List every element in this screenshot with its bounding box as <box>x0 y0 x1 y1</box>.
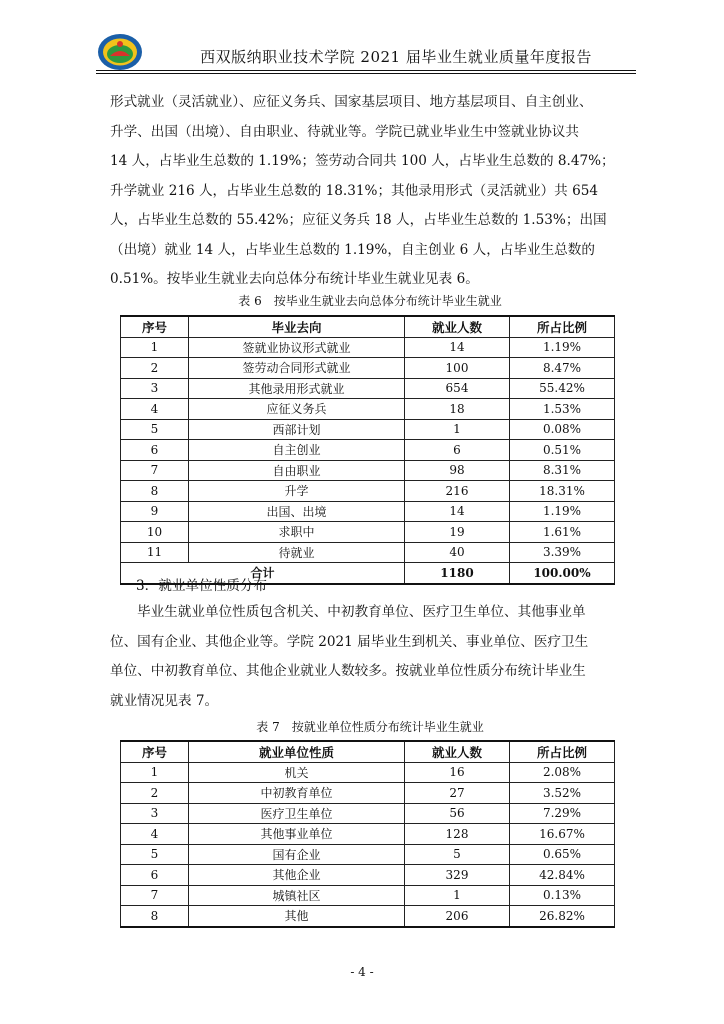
table-cell: 8.31% <box>510 460 615 481</box>
table-cell: 42.84% <box>510 865 615 886</box>
table-cell: 1.19% <box>510 501 615 522</box>
table-cell: 7 <box>121 885 189 906</box>
page-header <box>96 28 636 74</box>
total-label: 合计 <box>121 563 405 584</box>
table-cell: 98 <box>405 460 510 481</box>
table-cell: 27 <box>405 783 510 804</box>
table-cell: 1.19% <box>510 337 615 358</box>
paragraph-line: 0.51%。按毕业生就业去向总体分布统计毕业生就业见表 6。 <box>110 271 479 287</box>
column-header: 序号 <box>121 741 189 762</box>
table-row <box>121 440 615 461</box>
paragraph-employment-forms <box>110 88 630 295</box>
table-cell: 18 <box>405 399 510 420</box>
paragraph-line: 形式就业（灵活就业）、应征义务兵、国家基层项目、地方基层项目、自主创业、 <box>110 94 593 110</box>
table-cell: 4 <box>121 399 189 420</box>
table-cell: 1 <box>405 419 510 440</box>
table-cell: 11 <box>121 542 189 563</box>
table-row <box>121 358 615 379</box>
table-cell: 求职中 <box>189 522 405 543</box>
table-cell: 升学 <box>189 481 405 502</box>
table-row <box>121 337 615 358</box>
paragraph-unit-nature <box>110 598 630 716</box>
table-cell: 18.31% <box>510 481 615 502</box>
paragraph-line: 单位、中初教育单位、其他企业就业人数较多。按就业单位性质分布统计毕业生 <box>110 663 586 679</box>
table-cell: 其他录用形式就业 <box>189 378 405 399</box>
table-cell: 6 <box>121 440 189 461</box>
table-cell: 3.39% <box>510 542 615 563</box>
table-cell: 26.82% <box>510 906 615 927</box>
table-cell: 1.53% <box>510 399 615 420</box>
table6-caption: 表 6 按毕业生就业去向总体分布统计毕业生就业 <box>238 294 502 308</box>
table-row <box>121 885 615 906</box>
table-cell: 128 <box>405 824 510 845</box>
table-cell: 8.47% <box>510 358 615 379</box>
section-heading: 3．就业单位性质分布 <box>136 578 267 594</box>
table-cell: 签劳动合同形式就业 <box>189 358 405 379</box>
column-header: 就业人数 <box>405 741 510 762</box>
table-row <box>121 481 615 502</box>
table-cell: 3 <box>121 803 189 824</box>
table-cell: 16 <box>405 762 510 783</box>
table-cell: 1 <box>405 885 510 906</box>
table-cell: 应征义务兵 <box>189 399 405 420</box>
table-header-row <box>121 316 615 337</box>
table-cell: 14 <box>405 337 510 358</box>
paragraph-line: 升学就业 216 人，占毕业生总数的 18.31%；其他录用形式（灵活就业）共 654 <box>110 182 599 199</box>
table-cell: 7.29% <box>510 803 615 824</box>
table-cell: 城镇社区 <box>189 885 405 906</box>
paragraph-line: 位、国有企业、其他企业等。学院 2021 届毕业生到机关、事业单位、医疗卫生 <box>110 633 589 650</box>
total-count: 1180 <box>405 563 510 584</box>
paragraph-line: 就业情况见表 7。 <box>110 692 219 709</box>
table-cell: 自由职业 <box>189 460 405 481</box>
column-header: 所占比例 <box>510 316 615 337</box>
table-header-row <box>121 741 615 762</box>
table-row <box>121 522 615 543</box>
table-cell: 国有企业 <box>189 844 405 865</box>
paragraph-line: 人，占毕业生总数的 55.42%；应征义务兵 18 人，占毕业生总数的 1.53%；出国 <box>110 212 607 228</box>
table-cell: 医疗卫生单位 <box>189 803 405 824</box>
table-cell: 329 <box>405 865 510 886</box>
table-cell: 5 <box>121 844 189 865</box>
header-title: 西双版纳职业技术学院 2021 届毕业生就业质量年度报告 <box>200 48 592 66</box>
table-cell: 216 <box>405 481 510 502</box>
table-row <box>121 460 615 481</box>
table-cell: 56 <box>405 803 510 824</box>
table-cell: 0.65% <box>510 844 615 865</box>
paragraph-line: 升学、出国（出境）、自由职业、待就业等。学院已就业毕业生中签就业协议共 <box>110 123 579 140</box>
table-row <box>121 865 615 886</box>
column-header: 序号 <box>121 316 189 337</box>
table-cell: 1 <box>121 337 189 358</box>
table-cell: 2.08% <box>510 762 615 783</box>
table-cell: 10 <box>121 522 189 543</box>
table-row <box>121 399 615 420</box>
table-cell: 出国、出境 <box>189 501 405 522</box>
table-cell: 5 <box>121 419 189 440</box>
header-rule <box>96 70 636 71</box>
table-cell: 其他企业 <box>189 865 405 886</box>
table-row <box>121 803 615 824</box>
table-cell: 5 <box>405 844 510 865</box>
table-cell: 100 <box>405 358 510 379</box>
table7-caption: 表 7 按就业单位性质分布统计毕业生就业 <box>256 720 484 734</box>
paragraph-line: 14 人，占毕业生总数的 1.19%；签劳动合同共 100 人，占毕业生总数的 8.47%； <box>110 153 615 169</box>
paragraph-line: （出境）就业 14 人，占毕业生总数的 1.19%，自主创业 6 人，占毕业生总数的 <box>110 241 595 258</box>
table-cell: 654 <box>405 378 510 399</box>
paragraph-line: 毕业生就业单位性质包含机关、中初教育单位、医疗卫生单位、其他事业单 <box>137 604 586 620</box>
table-cell: 西部计划 <box>189 419 405 440</box>
table-cell: 签就业协议形式就业 <box>189 337 405 358</box>
table-row <box>121 906 615 927</box>
table-cell: 自主创业 <box>189 440 405 461</box>
table-cell: 9 <box>121 501 189 522</box>
table-row <box>121 419 615 440</box>
table-row <box>121 824 615 845</box>
table-cell: 0.13% <box>510 885 615 906</box>
table-cell: 中初教育单位 <box>189 783 405 804</box>
table-cell: 其他事业单位 <box>189 824 405 845</box>
table6 <box>120 315 615 585</box>
column-header: 就业单位性质 <box>189 741 405 762</box>
table-cell: 7 <box>121 460 189 481</box>
table-cell: 16.67% <box>510 824 615 845</box>
table-cell: 1.61% <box>510 522 615 543</box>
table-cell: 3 <box>121 378 189 399</box>
table-cell: 0.08% <box>510 419 615 440</box>
table-cell: 40 <box>405 542 510 563</box>
table-cell: 待就业 <box>189 542 405 563</box>
table-cell: 机关 <box>189 762 405 783</box>
table-cell: 8 <box>121 906 189 927</box>
table-cell: 其他 <box>189 906 405 927</box>
table-cell: 0.51% <box>510 440 615 461</box>
table7 <box>120 740 615 928</box>
table-cell: 4 <box>121 824 189 845</box>
table-cell: 2 <box>121 783 189 804</box>
column-header: 就业人数 <box>405 316 510 337</box>
table-cell: 6 <box>121 865 189 886</box>
table-cell: 2 <box>121 358 189 379</box>
table-cell: 19 <box>405 522 510 543</box>
table-row <box>121 844 615 865</box>
table-row <box>121 378 615 399</box>
table-cell: 8 <box>121 481 189 502</box>
school-logo-icon <box>96 32 144 72</box>
column-header: 所占比例 <box>510 741 615 762</box>
table-row <box>121 542 615 563</box>
table-cell: 1 <box>121 762 189 783</box>
table-cell: 206 <box>405 906 510 927</box>
table-row <box>121 783 615 804</box>
total-ratio: 100.00% <box>510 563 615 584</box>
page-number: - 4 - <box>350 965 374 979</box>
column-header: 毕业去向 <box>189 316 405 337</box>
table-row <box>121 501 615 522</box>
table-cell: 3.52% <box>510 783 615 804</box>
header-rule-thin <box>96 73 636 74</box>
table-cell: 6 <box>405 440 510 461</box>
table-cell: 14 <box>405 501 510 522</box>
table-cell: 55.42% <box>510 378 615 399</box>
table-row <box>121 762 615 783</box>
